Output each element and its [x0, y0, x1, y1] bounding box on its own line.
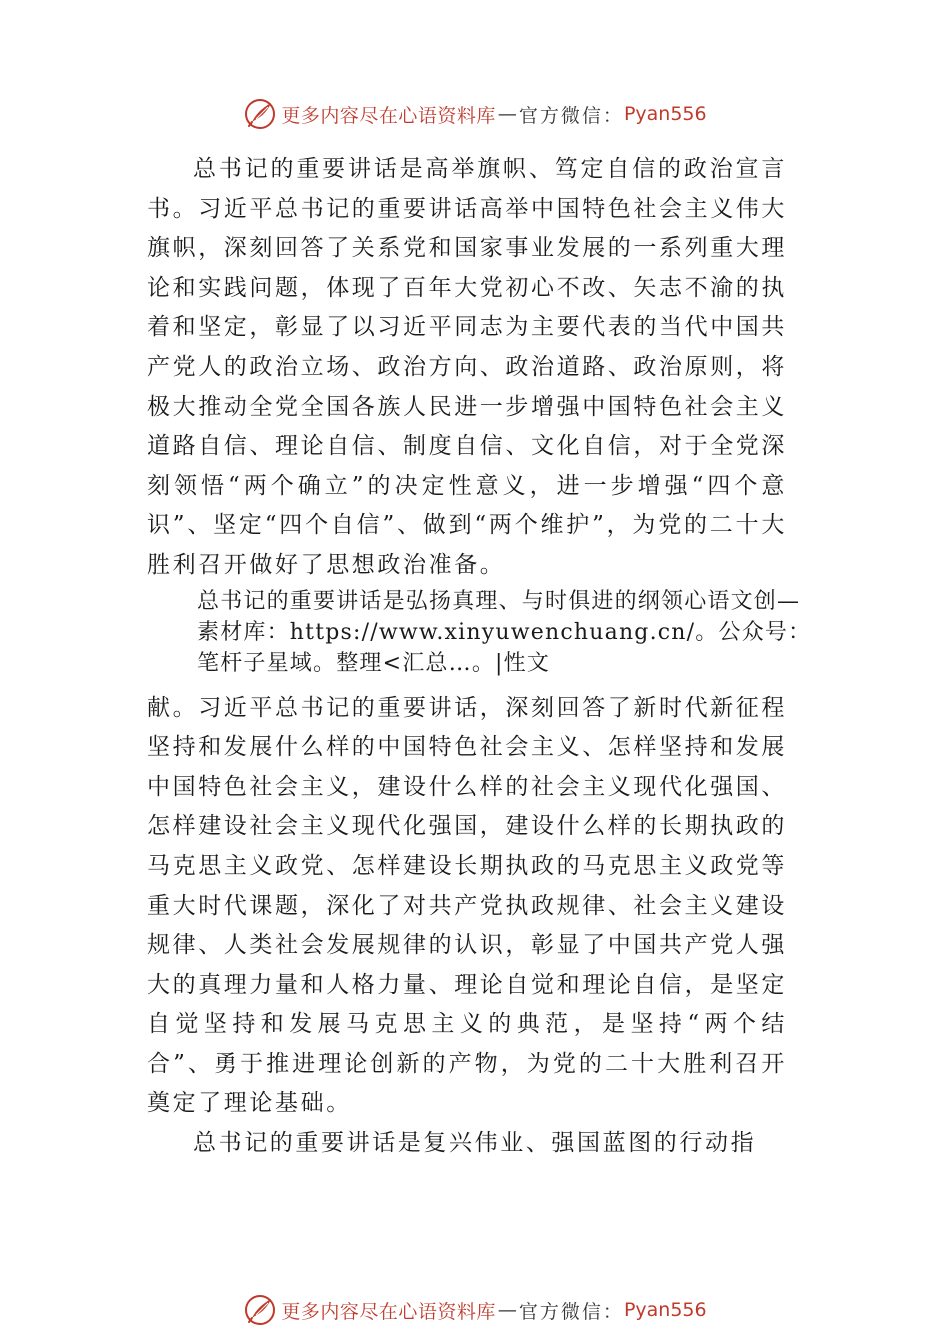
footer-dash: —: [497, 1299, 517, 1321]
footer-wechat-label: 官方微信：: [518, 1300, 624, 1323]
footer-wechat-id: Pyan556: [623, 1299, 707, 1321]
header-wechat-id: Pyan556: [623, 103, 707, 125]
footer-banner: [0, 1290, 950, 1330]
header-site-text: 更多内容尽在心语资料库: [281, 104, 496, 127]
header-banner: [0, 94, 950, 134]
footer-site-text: 更多内容尽在心语资料库: [281, 1300, 496, 1323]
quill-pen-logo-icon: [243, 97, 277, 131]
paragraph-2: 献。习近平总书记的重要讲话，深刻回答了新时代新征程坚持和发展什么样的中国特色社会主义、怎样坚持和发展中国特色社会主义，建设什么样的社会主义现代化强国、怎样建设社会主义现代化强国，建设什么样的长期执政的马克思主义政党、怎样建设长期执政的马克思主义政党等重大时代课题，深化了对共产党执政规律、社会主义建设规律、人类社会发展规律的认识，彰显了中国共产党人强大的真理力量和人格力量、理论自觉和理论自信，是坚定自觉坚持和发展马克思主义的典范，是坚持“两个结合”、勇于推进理论创新的产物，为党的二十大胜利召开奠定了理论基础。: [147, 694, 787, 1117]
header-wechat-label: 官方微信：: [518, 104, 624, 127]
watermark-overlay-text: 总书记的重要讲话是弘扬真理、与时俱进的纲领心语文创—素材库：https://www.xinyuwenchuang.cn/。公众号：笔杆子星域。整理<汇总…。|性文: [197, 588, 812, 676]
document-body: [147, 150, 812, 1164]
paragraph-1: 总书记的重要讲话是高举旗帜、笃定自信的政治宣言书。习近平总书记的重要讲话高举中国特色社会主义伟大旗帜，深刻回答了关系党和国家事业发展的一系列重大理论和实践问题，体现了百年大党初心不改、矢志不渝的执着和坚定，彰显了以习近平同志为主要代表的当代中国共产党人的政治立场、政治方向、政治道路、政治原则，将极大推动全党全国各族人民进一步增强中国特色社会主义道路自信、理论自信、制度自信、文化自信，对于全党深刻领悟“两个确立”的决定性意义，进一步增强“四个意识”、坚定“四个自信”、做到“两个维护”，为党的二十大胜利召开做好了思想政治准备。: [147, 156, 787, 578]
quill-pen-logo-icon: [243, 1293, 277, 1327]
header-dash: —: [497, 103, 517, 125]
paragraph-3: 总书记的重要讲话是复兴伟业、强国蓝图的行动指: [193, 1130, 757, 1157]
